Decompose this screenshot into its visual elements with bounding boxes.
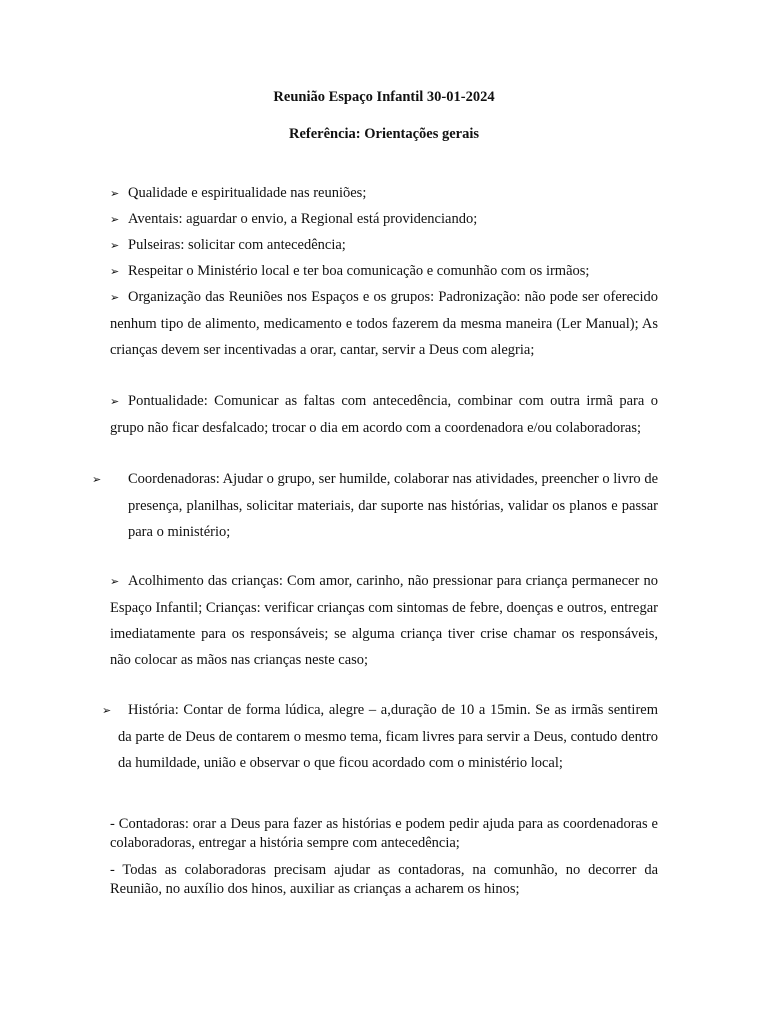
note-paragraph: - Contadoras: orar a Deus para fazer as histórias e podem pedir ajuda para as coordenadoras e colaboradoras, entregar a história sempre com antecedência; xyxy=(110,816,658,851)
document-title: Reunião Espaço Infantil 30-01-2024 xyxy=(273,89,495,105)
list-item-text: Respeitar o Ministério local e ter boa comunicação e comunhão com os irmãos; xyxy=(128,263,590,279)
arrow-bullet-icon: ➢ xyxy=(102,705,112,717)
list-item-text: Aventais: aguardar o envio, a Regional está providenciando; xyxy=(128,211,478,227)
list-item xyxy=(110,284,658,363)
document-subtitle: Referência: Orientações gerais xyxy=(288,126,480,142)
list-item-text: Coordenadoras: Ajudar o grupo, ser humilde, colaborar nas atividades, preencher o livro de presença, planilhas, solicitar materiais, dar suporte nas histórias, validar os planos e passar para o ministério; xyxy=(128,471,658,540)
list-item xyxy=(110,388,658,441)
list-item xyxy=(92,466,658,545)
list-item-text: Pontualidade: Comunicar as faltas com antecedência, combinar com outra irmã para o grupo não ficar desfalcado; trocar o dia em acordo com a coordenadora e/ou colaboradoras; xyxy=(110,393,658,436)
arrow-bullet-icon: ➢ xyxy=(110,396,120,408)
list-item xyxy=(110,180,658,207)
arrow-bullet-icon: ➢ xyxy=(92,474,102,486)
arrow-bullet-icon: ➢ xyxy=(110,214,120,226)
list-item xyxy=(102,697,658,776)
arrow-bullet-icon: ➢ xyxy=(110,266,120,278)
arrow-bullet-icon: ➢ xyxy=(110,188,120,200)
list-item xyxy=(110,232,658,259)
arrow-bullet-icon: ➢ xyxy=(110,292,120,304)
list-item-text: Acolhimento das crianças: Com amor, carinho, não pressionar para criança permanecer no Espaço Infantil; Crianças: verificar crianças com sintomas de febre, doenças e outros, entregar imediatamente para os responsáveis; se alguma criança tiver crise chamar os responsáveis, não colocar as mãos nas crianças neste caso; xyxy=(110,573,658,668)
list-item xyxy=(110,206,658,233)
note-paragraph: - Todas as colaboradoras precisam ajudar as contadoras, na comunhão, no decorrer da Reunião, no auxílio dos hinos, auxiliar as crianças a acharem os hinos; xyxy=(110,862,658,897)
arrow-bullet-icon: ➢ xyxy=(110,576,120,588)
list-item xyxy=(110,258,658,285)
list-item-text: Organização das Reuniões nos Espaços e os grupos: Padronização: não pode ser oferecido nenhum tipo de alimento, medicamento e todos fazerem da mesma maneira (Ler Manual); As crianças devem ser incentivadas a orar, cantar, servir a Deus com alegria; xyxy=(110,289,658,358)
arrow-bullet-icon: ➢ xyxy=(110,240,120,252)
list-item-text: Qualidade e espiritualidade nas reuniões; xyxy=(128,185,367,201)
list-item-text: Pulseiras: solicitar com antecedência; xyxy=(128,237,346,253)
list-item-text: História: Contar de forma lúdica, alegre – a,duração de 10 a 15min. Se as irmãs sentirem da parte de Deus de contarem o mesmo tema, ficam livres para servir a Deus, contudo dentro da humildade, união e observar o que ficou acordado com o ministério local; xyxy=(118,702,658,771)
list-item xyxy=(110,568,658,673)
